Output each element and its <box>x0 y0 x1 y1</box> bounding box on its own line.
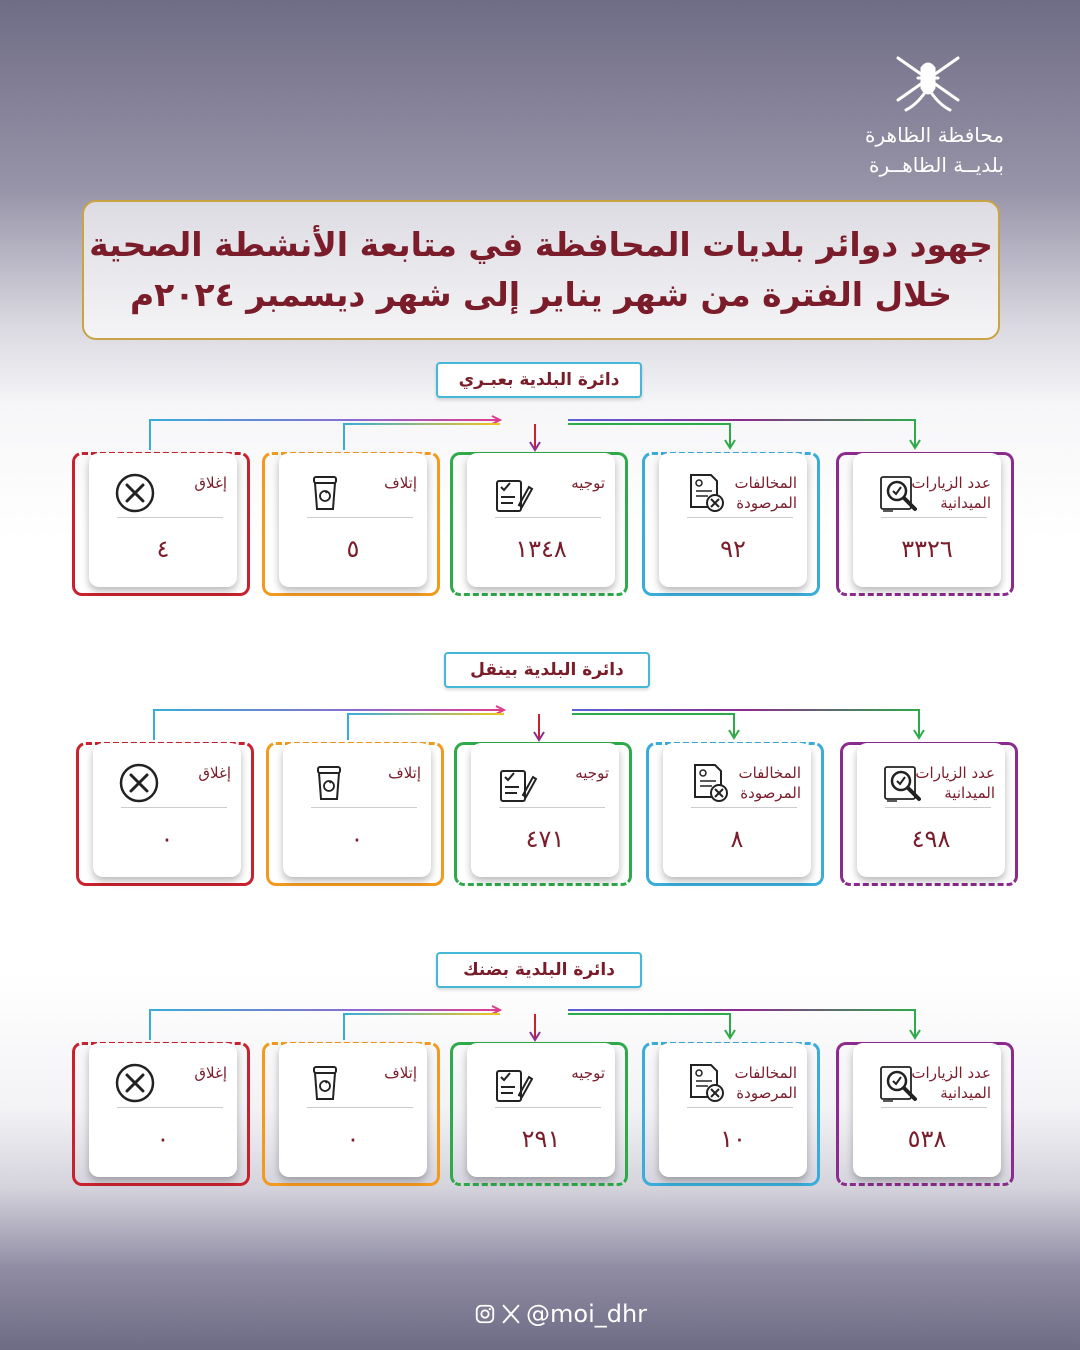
x-logo-icon[interactable] <box>500 1303 522 1325</box>
municipality-section <box>4 652 1080 912</box>
stat-card-guidance <box>454 742 632 886</box>
title-line-1: جهود دوائر بلديات المحافظة في متابعة الأنشطة الصحية <box>89 225 993 264</box>
stat-label: المخالفات المرصودة <box>734 474 797 512</box>
divider <box>881 517 987 518</box>
organization-name <box>865 120 1004 180</box>
divider <box>499 807 605 808</box>
stat-value: ١٣٤٨ <box>515 535 567 563</box>
stat-value: ٤٧١ <box>525 825 565 853</box>
magnifier-check-icon <box>877 1061 921 1105</box>
stat-label: توجيه <box>571 474 605 492</box>
stat-card-body <box>659 453 807 587</box>
stat-label: توجيه <box>575 764 609 782</box>
document-x-icon <box>683 1061 727 1105</box>
social-footer <box>474 1298 647 1330</box>
stat-card-body <box>857 743 1005 877</box>
stat-value: ٤٩٨ <box>911 825 951 853</box>
stat-card-destruction <box>266 742 444 886</box>
governorate-name: محافظة الظاهرة <box>865 123 1004 147</box>
divider <box>307 1107 413 1108</box>
stat-value: ٠ <box>156 1125 170 1153</box>
stat-card-violations <box>642 1042 820 1186</box>
social-handle[interactable]: @moi_dhr <box>526 1300 648 1328</box>
stat-label: إتلاف <box>384 1064 417 1082</box>
main-title-box <box>82 200 1000 340</box>
section-title: دائرة البلدية بعبـري <box>436 362 642 398</box>
x-circle-icon <box>117 761 161 805</box>
stat-label: المخالفات المرصودة <box>734 1064 797 1102</box>
stat-card-visits <box>836 452 1014 596</box>
stat-card-destruction <box>262 1042 440 1186</box>
clipboard-check-icon <box>491 471 535 515</box>
magnifier-check-icon <box>877 471 921 515</box>
divider <box>495 1107 601 1108</box>
title-line-2: خلال الفترة من شهر يناير إلى شهر ديسمبر ٢٠٢٤م <box>129 275 953 314</box>
stat-label: إتلاف <box>384 474 417 492</box>
section-title: دائرة البلدية بينقل <box>444 652 650 688</box>
stat-card-body <box>279 1043 427 1177</box>
municipality-section <box>0 952 1080 1212</box>
stat-card-body <box>853 1043 1001 1177</box>
stat-card-body <box>467 453 615 587</box>
stat-card-visits <box>836 1042 1014 1186</box>
stat-card-body <box>663 743 811 877</box>
divider <box>311 807 417 808</box>
divider <box>121 807 227 808</box>
stat-label: عدد الزيارات الميدانية <box>911 1064 991 1102</box>
stat-card-closing <box>72 1042 250 1186</box>
stat-card-guidance <box>450 1042 628 1186</box>
stat-card-body <box>89 1043 237 1177</box>
stat-card-body <box>853 453 1001 587</box>
stat-label: إتلاف <box>388 764 421 782</box>
stat-card-violations <box>646 742 824 886</box>
x-circle-icon <box>113 1061 157 1105</box>
divider <box>687 517 793 518</box>
municipality-section <box>0 362 1080 622</box>
divider <box>881 1107 987 1108</box>
document-x-icon <box>687 761 731 805</box>
stat-label: توجيه <box>571 1064 605 1082</box>
stat-label: عدد الزيارات الميدانية <box>911 474 991 512</box>
stat-card-body <box>471 743 619 877</box>
stat-label: عدد الزيارات الميدانية <box>915 764 995 802</box>
magnifier-check-icon <box>881 761 925 805</box>
divider <box>307 517 413 518</box>
stat-value: ٠ <box>350 825 364 853</box>
trash-bin-icon <box>303 471 347 515</box>
divider <box>885 807 991 808</box>
stat-label: إغلاق <box>198 764 231 782</box>
stat-card-body <box>283 743 431 877</box>
section-title: دائرة البلدية بضنك <box>436 952 642 988</box>
stat-value: ٤ <box>156 535 170 563</box>
x-circle-icon <box>113 471 157 515</box>
trash-bin-icon <box>307 761 351 805</box>
trash-bin-icon <box>303 1061 347 1105</box>
stat-card-closing <box>76 742 254 886</box>
stat-value: ٠ <box>160 825 174 853</box>
stat-value: ٣٣٢٦ <box>901 535 953 563</box>
stat-card-body <box>279 453 427 587</box>
clipboard-check-icon <box>495 761 539 805</box>
flow-connectors <box>0 362 1080 452</box>
stat-card-guidance <box>450 452 628 596</box>
stat-label: المخالفات المرصودة <box>738 764 801 802</box>
document-x-icon <box>683 471 727 515</box>
stat-card-body <box>93 743 241 877</box>
stat-value: ١٠ <box>720 1125 746 1153</box>
divider <box>687 1107 793 1108</box>
stat-value: ٩٢ <box>720 535 746 563</box>
flow-connectors <box>4 652 1080 742</box>
stat-card-visits <box>840 742 1018 886</box>
stat-value: ٥٣٨ <box>907 1125 947 1153</box>
divider <box>495 517 601 518</box>
divider <box>691 807 797 808</box>
stat-card-body <box>659 1043 807 1177</box>
stat-card-closing <box>72 452 250 596</box>
flow-connectors <box>0 952 1080 1042</box>
stat-label: إغلاق <box>194 1064 227 1082</box>
municipality-name: بلديــة الظاهــرة <box>869 153 1004 177</box>
stat-value: ٠ <box>346 1125 360 1153</box>
khanjar-emblem-icon <box>888 38 968 118</box>
stat-card-violations <box>642 452 820 596</box>
stat-value: ٢٩١ <box>521 1125 561 1153</box>
stat-card-body <box>467 1043 615 1177</box>
clipboard-check-icon <box>491 1061 535 1105</box>
stat-label: إغلاق <box>194 474 227 492</box>
stat-value: ٨ <box>730 825 744 853</box>
stat-value: ٥ <box>346 535 360 563</box>
stat-card-destruction <box>262 452 440 596</box>
divider <box>117 517 223 518</box>
divider <box>117 1107 223 1108</box>
stat-card-body <box>89 453 237 587</box>
instagram-icon[interactable] <box>474 1303 496 1325</box>
